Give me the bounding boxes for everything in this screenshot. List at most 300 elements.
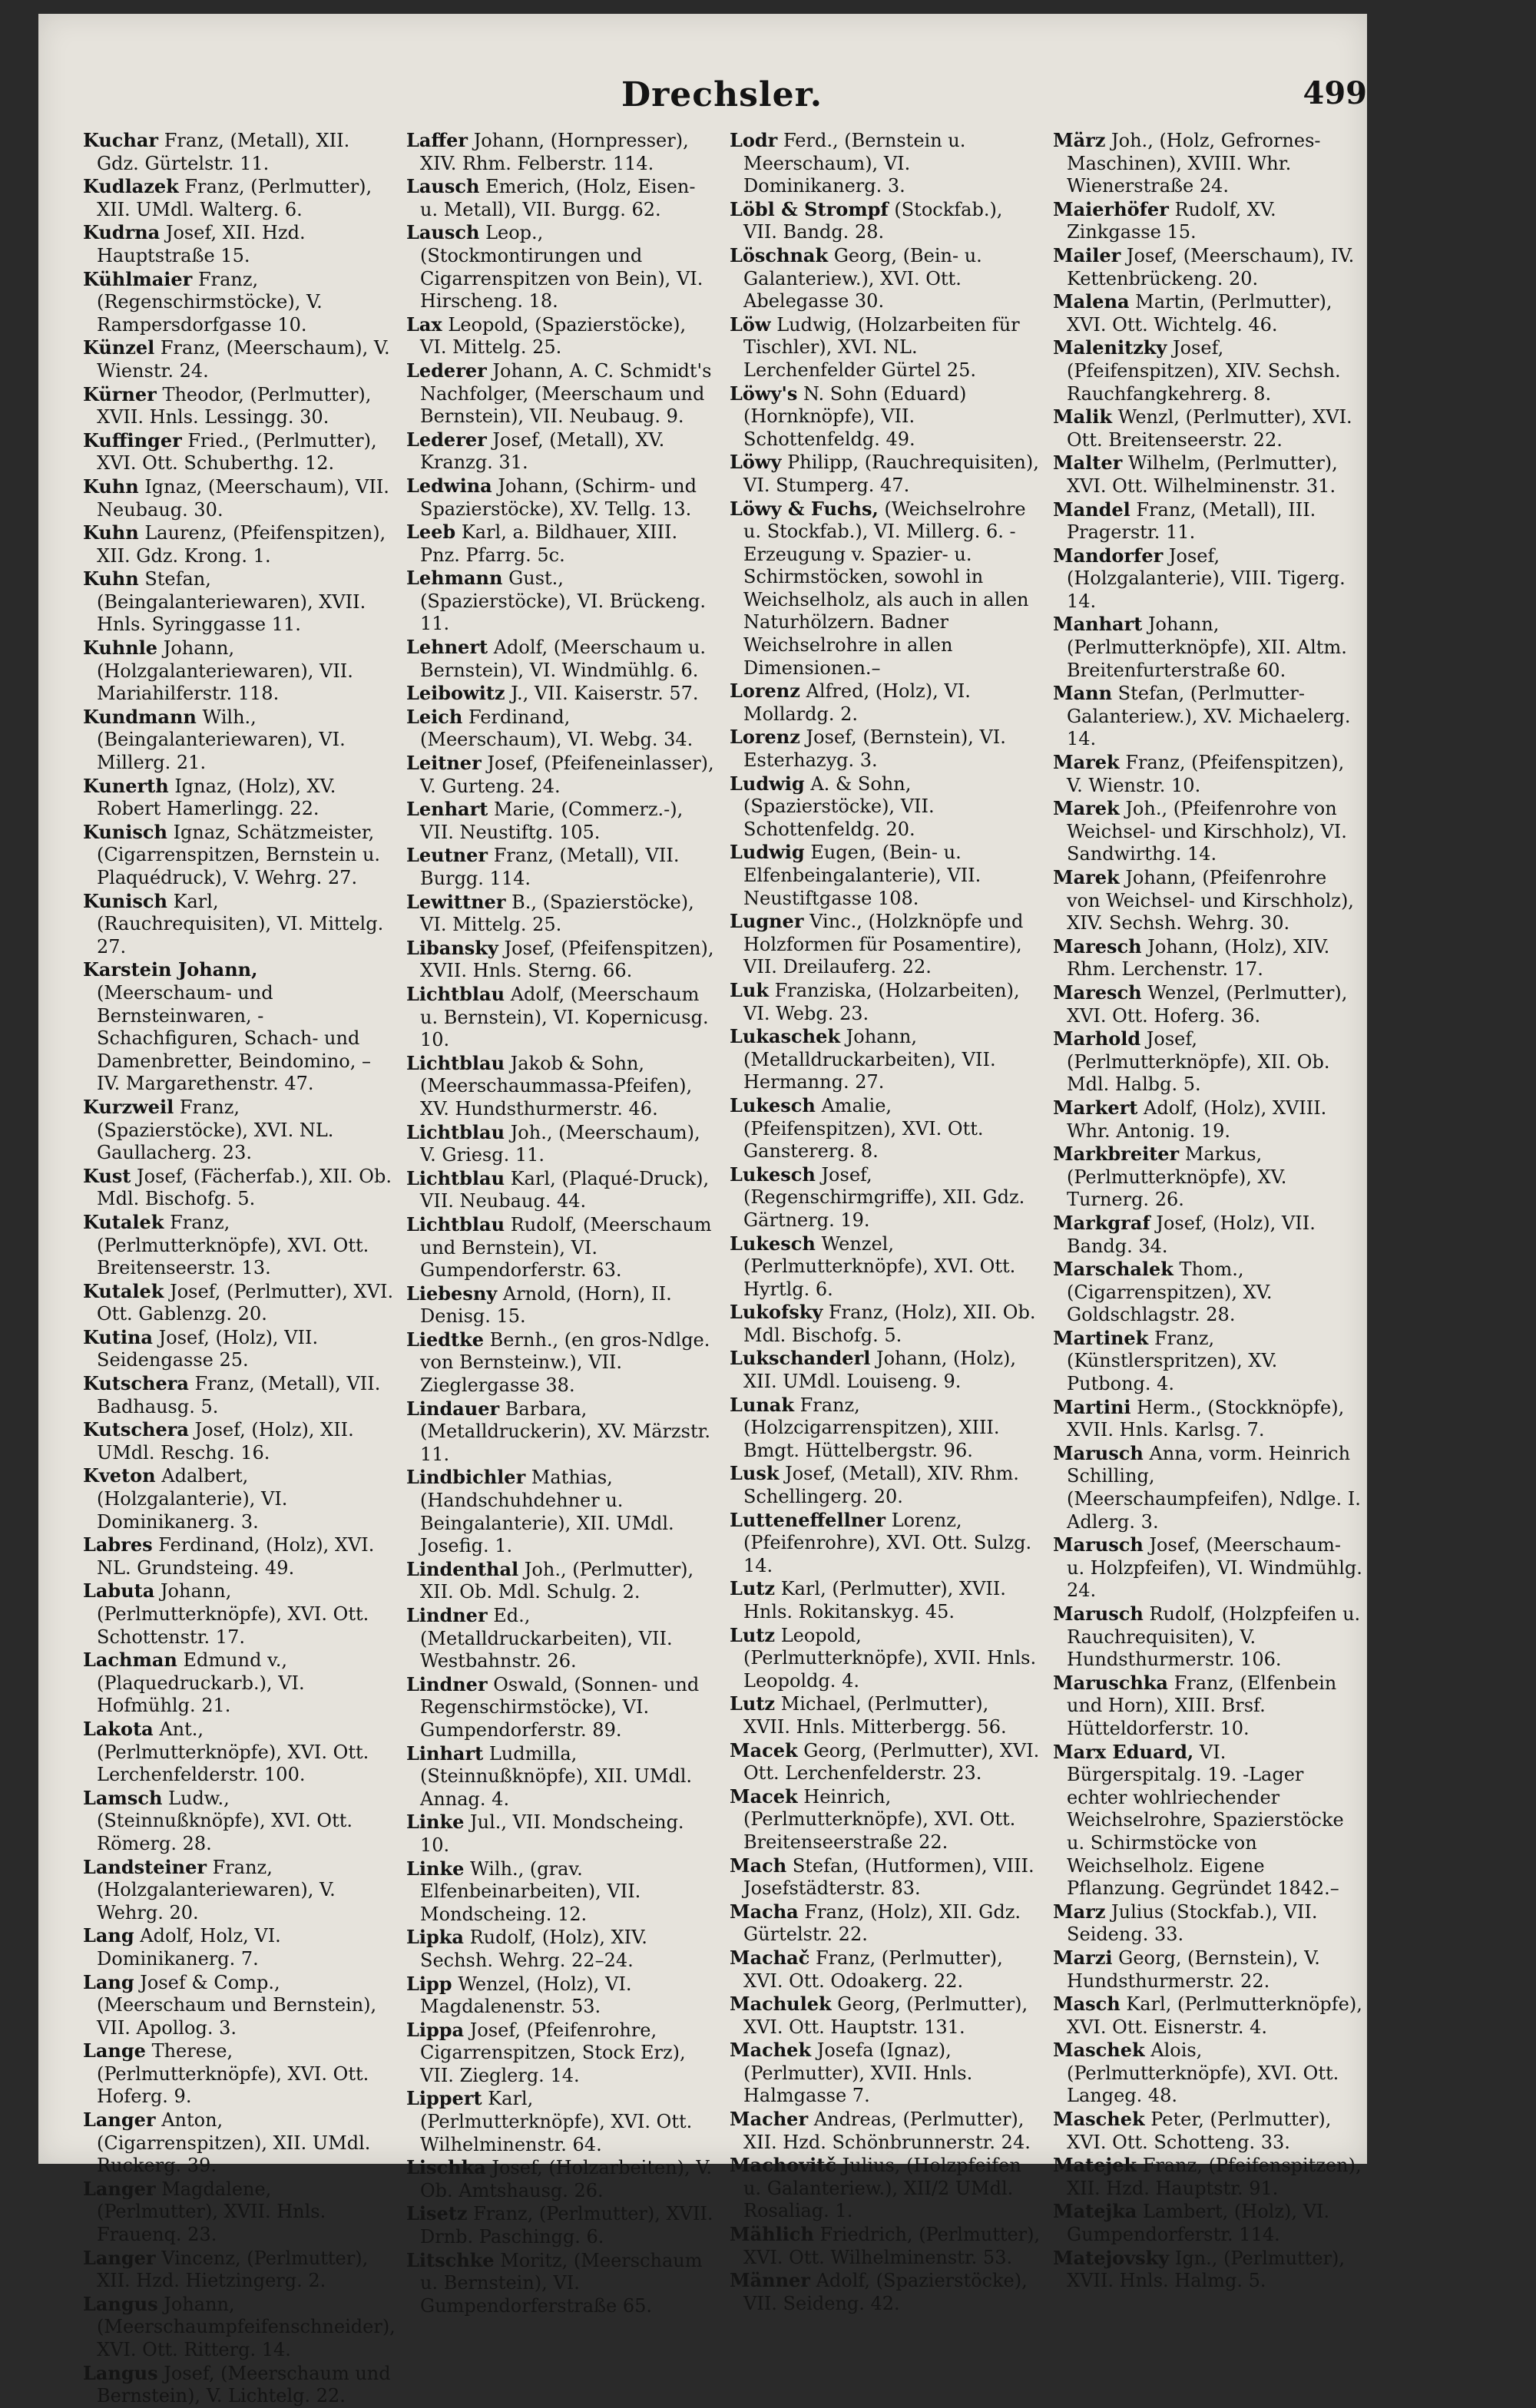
entry-surname: Marx Eduard, — [1053, 1740, 1194, 1763]
entry-surname: Ludwig — [730, 841, 805, 864]
directory-column-4 — [1047, 129, 1370, 2292]
entry-surname: März — [1053, 129, 1106, 151]
directory-entry — [83, 1165, 394, 1211]
entry-details: Markus, (Perlmutterknöpfe), XV. Turnerg. 26. — [1067, 1143, 1287, 1211]
entry-surname: Machulek — [730, 1993, 832, 2016]
directory-entry — [83, 821, 394, 890]
entry-surname: Löbl & Strompf — [730, 197, 889, 220]
entry-surname: Lindbichler — [406, 1466, 526, 1489]
entry-surname: Lippert — [406, 2087, 482, 2110]
entry-surname: Lichtblau — [406, 1051, 505, 1074]
directory-entry — [83, 268, 394, 337]
directory-entry — [1053, 1993, 1364, 2039]
entry-surname: Leeb — [406, 521, 456, 544]
entry-details: Lorenz, (Pfeifenrohre), XVI. Ott. Sulzg. 14. — [743, 1509, 1032, 1576]
entry-details: Josef, (Perlmutter), XVI. Ott. Gablenzg. 20. — [97, 1280, 394, 1325]
entry-details: Josef, (Holzarbeiten), V. Ob. Amtshausg. 26. — [420, 2157, 713, 2201]
entry-surname: Löschnak — [730, 243, 829, 266]
entry-surname: Kurzweil — [83, 1095, 174, 1118]
entry-surname: Lukesch — [730, 1232, 816, 1255]
entry-details: Georg, (Perlmutter), XVI. Ott. Hauptstr. 131. — [743, 1993, 1028, 2038]
entry-details: Stefan, (Perlmutter-Galanteriew.), XV. Michaelerg. 14. — [1067, 683, 1351, 750]
entry-details: Emerich, (Holz, Eisen- u. Metall), VII. Burgg. 62. — [420, 176, 696, 220]
directory-entry — [83, 2109, 394, 2178]
directory-entry — [730, 2269, 1041, 2315]
entry-details: Michael, (Perlmutter), XVII. Hnls. Mitterbergg. 56. — [743, 1693, 1007, 1738]
entry-details: Karl, (Perlmutterknöpfe), XVI. Ott. Eisnerstr. 4. — [1067, 1993, 1362, 2038]
entry-surname: Lunak — [730, 1393, 794, 1416]
directory-entry — [83, 129, 394, 175]
directory-entry — [406, 1121, 717, 1167]
entry-details: Joh., (Meerschaum), V. Griesg. 11. — [420, 1121, 700, 1166]
entry-surname: Marschalek — [1053, 1258, 1174, 1281]
entry-details: Ed., (Metalldruckarbeiten), VII. Westbahnstr. 26. — [420, 1605, 673, 1672]
directory-entry — [730, 772, 1041, 842]
entry-surname: Marusch — [1053, 1603, 1144, 1625]
entry-surname: Linke — [406, 1811, 465, 1834]
directory-entry — [406, 682, 717, 706]
entry-surname: Liedtke — [406, 1328, 485, 1351]
entry-details: Josef, (Perlmutterknöpfe), XII. Ob. Mdl. Halbg. 5. — [1067, 1028, 1330, 1096]
entry-details: Johann, (Schirm- und Spazierstöcke), XV. Tellg. 13. — [420, 475, 697, 520]
entry-surname: Lange — [83, 2039, 146, 2062]
entry-details: Josef, (Metall), XV. Kranzg. 31. — [420, 428, 665, 474]
entry-surname: Kundmann — [83, 705, 197, 728]
directory-entry — [83, 521, 394, 567]
directory-entry — [730, 1232, 1041, 1302]
entry-details: Franz, (Elfenbein und Horn), XIII. Brsf. Hütteldorferstr. 10. — [1067, 1672, 1337, 1739]
directory-entry — [83, 1464, 394, 1533]
entry-details: Wenzl, (Perlmutter), XVI. Ott. Breitenseerstr. 22. — [1067, 406, 1352, 451]
entry-surname: Kutina — [83, 1325, 153, 1348]
entry-surname: Macek — [730, 1738, 798, 1761]
directory-entry — [406, 937, 717, 983]
entry-details: Martin, (Perlmutter), XVI. Ott. Wichtelg. 46. — [1067, 291, 1332, 336]
entry-details: Adolf, Holz, VI. Dominikanerg. 7. — [97, 1925, 281, 1970]
entry-surname: Kutalek — [83, 1210, 164, 1233]
entry-details: Laurenz, (Pfeifenspitzen), XII. Gdz. Krong. 1. — [97, 522, 386, 567]
directory-entry — [83, 890, 394, 959]
directory-entry — [730, 2039, 1041, 2108]
directory-column-2 — [400, 129, 723, 2317]
entry-details: Karl, a. Bildhauer, XIII. Pnz. Pfarrg. 5c. — [420, 521, 678, 566]
entry-details: Karl, (Rauchrequisiten), VI. Mittelg. 27. — [97, 890, 384, 958]
entry-details: Wenzel, (Perlmutterknöpfe), XVI. Ott. Hyrtlg. 6. — [743, 1232, 1016, 1300]
entry-details: Johann, (Perlmutterknöpfe), XII. Altm. Breitenfurterstraße 60. — [1067, 614, 1347, 681]
entry-details: Franz, (Künstlerspritzen), XV. Putbong. 4. — [1067, 1327, 1278, 1395]
entry-surname: Ledwina — [406, 474, 492, 497]
entry-details: Lambert, (Holz), VI. Gumpendorferstr. 114. — [1067, 2201, 1330, 2246]
directory-entry — [1053, 1672, 1364, 1741]
entry-details: Johann, (Hornpresser), XIV. Rhm. Felberstr. 114. — [420, 130, 689, 174]
directory-entry — [83, 175, 394, 221]
entry-surname: Macha — [730, 1900, 799, 1923]
directory-entry — [730, 1947, 1041, 1993]
directory-entry — [406, 798, 717, 844]
entry-details: Ferd., (Bernstein u. Meerschaum), VI. Dominikanerg. 3. — [743, 130, 966, 197]
directory-entry — [406, 1673, 717, 1742]
entry-details: Franz, (Metall), XII. Gdz. Gürtelstr. 11. — [97, 130, 350, 174]
entry-details: Johann, A. C. Schmidt's Nachfolger, (Meerschaum und Bernstein), VII. Neubaug. 9. — [420, 359, 712, 428]
entry-surname: Langer — [83, 2109, 156, 2132]
entry-surname: Marusch — [1053, 1533, 1144, 1556]
entry-details: Julius (Stockfab.), VII. Seideng. 33. — [1067, 1900, 1318, 1946]
entry-details: Georg, (Perlmutter), XVI. Ott. Lerchenfelderstr. 23. — [743, 1739, 1040, 1784]
directory-entry — [730, 1993, 1041, 2039]
directory-entry — [406, 2019, 717, 2088]
entry-surname: Lehmann — [406, 567, 503, 590]
entry-surname: Langus — [83, 2361, 158, 2384]
entry-details: (Weichselrohre u. Stockfab.), VI. Millerg. 6. -Erzeugung v. Spazier- u. Schirmstöcken, sowohl in Weichselholz, als auch in allen Naturhölzern. Badner Weichselrohre in allen Dimensionen.– — [743, 498, 1029, 679]
entry-surname: Lipka — [406, 1926, 464, 1949]
directory-entry — [406, 1926, 717, 1972]
entry-surname: Kuchar — [83, 129, 159, 151]
entry-surname: Langer — [83, 2177, 156, 2200]
directory-entry — [1053, 2039, 1364, 2108]
page-title: Drechsler. — [621, 75, 823, 114]
directory-entry — [730, 1692, 1041, 1738]
entry-surname: Kunerth — [83, 774, 169, 797]
directory-entry — [730, 451, 1041, 497]
entry-details: Andreas, (Perlmutter), XII. Hzd. Schönbrunnerstr. 24. — [743, 2109, 1031, 2153]
entry-details: Jul., VII. Mondscheing. 10. — [420, 1811, 684, 1856]
entry-details: Franz, (Holz), XII. Ob. Mdl. Bischofg. 5. — [743, 1302, 1036, 1346]
entry-surname: Leich — [406, 705, 463, 728]
entry-details: Herm., (Stockknöpfe), XVII. Hnls. Karlsg. 7. — [1067, 1396, 1345, 1441]
entry-details: Johann, (Perlmutterknöpfe), XVI. Ott. Schottenstr. 17. — [97, 1580, 369, 1648]
entry-details: Heinrich, (Perlmutterknöpfe), XVI. Ott. Breitenseerstraße 22. — [743, 1785, 1016, 1853]
entry-surname: Lusk — [730, 1462, 780, 1485]
entry-surname: Lorenz — [730, 726, 800, 749]
entry-details: Adalbert, (Holzgalanterie), VI. Dominikanerg. 3. — [97, 1465, 288, 1533]
entry-surname: Markert — [1053, 1096, 1138, 1119]
directory-entry — [1053, 1258, 1364, 1327]
directory-entry — [406, 1052, 717, 1121]
directory-entry — [730, 910, 1041, 979]
directory-entry — [83, 567, 394, 637]
directory-entry — [1053, 1212, 1364, 1258]
entry-details: Josefa (Ignaz), (Perlmutter), XVII. Hnls. Halmgasse 7. — [743, 2039, 973, 2107]
entry-surname: Maschek — [1053, 2039, 1145, 2062]
directory-entry — [83, 1718, 394, 1787]
entry-details: Joh., (Pfeifenrohre von Weichsel- und Kirschholz), VI. Sandwirthg. 14. — [1067, 798, 1347, 865]
directory-entry — [730, 129, 1041, 198]
entry-surname: Lewittner — [406, 890, 506, 913]
directory-entry — [1053, 1396, 1364, 1442]
entry-details: N. Sohn (Eduard) (Hornknöpfe), VII. Schottenfeldg. 49. — [743, 382, 967, 450]
directory-entry — [83, 1649, 394, 1718]
directory-entry — [83, 1326, 394, 1372]
entry-surname: Malena — [1053, 290, 1130, 313]
directory-entry — [1053, 336, 1364, 405]
entry-details: Ignaz, (Holz), XV. Robert Hamerlingg. 22. — [97, 775, 336, 820]
entry-surname: Mach — [730, 1854, 787, 1877]
entry-surname: Maresch — [1053, 934, 1142, 958]
entry-details: Johann, (Holz), XIV. Rhm. Lerchenstr. 17. — [1067, 935, 1330, 981]
directory-entry — [406, 521, 717, 567]
entry-details: Adolf, (Holz), XVIII. Whr. Antonig. 19. — [1067, 1096, 1327, 1142]
entry-surname: Malter — [1053, 452, 1123, 475]
entry-surname: Männer — [730, 2269, 810, 2292]
entry-details: Joh., (Holz, Gefrornes-Maschinen), XVIII. Whr. Wienerstraße 24. — [1067, 130, 1321, 197]
directory-entry — [83, 2178, 394, 2247]
entry-surname: Marusch — [1053, 1441, 1144, 1464]
entry-details: Josef, (Pfeifenspitzen), XIV. Sechsh. Rauchfangkehrerg. 8. — [1067, 337, 1341, 405]
entry-surname: Marek — [1053, 866, 1120, 888]
entry-details: Josef, (Regenschirmgriffe), XII. Gdz. Gärtnerg. 19. — [743, 1163, 1025, 1231]
directory-entry — [1053, 2154, 1364, 2200]
entry-surname: Marek — [1053, 751, 1120, 774]
entry-details: Franz, (Perlmutter), XVI. Ott. Odoakerg. 22. — [743, 1947, 1003, 1992]
entry-surname: Lang — [83, 1970, 134, 1993]
directory-entry — [730, 1509, 1041, 1578]
entry-details: (Stockfab.), VII. Bandg. 28. — [743, 198, 1003, 243]
directory-entry — [83, 1372, 394, 1418]
entry-details: Ign., (Perlmutter), XVII. Hnls. Halmg. 5. — [1067, 2247, 1345, 2292]
entry-surname: Lamsch — [83, 1786, 163, 1809]
entry-surname: Markgraf — [1053, 1211, 1150, 1234]
directory-entry — [730, 1025, 1041, 1094]
entry-surname: Linhart — [406, 1742, 484, 1765]
directory-entry — [730, 841, 1041, 910]
directory-entry — [83, 1924, 394, 1970]
page-number: 499 — [1303, 75, 1367, 111]
entry-surname: Lakota — [83, 1717, 154, 1740]
directory-entry — [406, 1973, 717, 2019]
entry-details: Josef, (Bernstein), VI. Esterhazyg. 3. — [743, 726, 1006, 772]
entry-details: Josef, XII. Hzd. Hauptstraße 15. — [97, 222, 306, 266]
entry-surname: Marzi — [1053, 1946, 1113, 1969]
directory-entry — [83, 1280, 394, 1326]
entry-details: Ferdinand, (Holz), XVI. NL. Grundsteing. 49. — [97, 1534, 375, 1579]
directory-entry — [406, 129, 717, 175]
entry-surname: Masch — [1053, 1993, 1121, 2016]
entry-surname: Marek — [1053, 797, 1120, 820]
directory-entry — [406, 752, 717, 798]
directory-columns — [77, 129, 1370, 2407]
directory-entry — [1053, 1741, 1364, 1900]
directory-entry — [730, 2154, 1041, 2223]
directory-entry — [1053, 797, 1364, 866]
entry-surname: Maresch — [1053, 981, 1142, 1004]
entry-details: Johann, (Holz), XII. UMdl. Louiseng. 9. — [743, 1348, 1017, 1393]
entry-surname: Lederer — [406, 428, 487, 451]
directory-entry — [83, 475, 394, 521]
directory-entry — [1053, 1900, 1364, 1947]
entry-details: Franziska, (Holzarbeiten), VI. Webg. 23. — [743, 979, 1020, 1024]
entry-surname: Maierhöfer — [1053, 197, 1169, 220]
directory-entry — [730, 1900, 1041, 1947]
directory-entry — [406, 1213, 717, 1282]
entry-details: Ant., (Perlmutterknöpfe), XVI. Ott. Lerchenfelderstr. 100. — [97, 1718, 369, 1786]
entry-details: Franz, (Metall), III. Pragerstr. 11. — [1067, 498, 1316, 544]
entry-surname: Lorenz — [730, 680, 800, 703]
directory-entry — [1053, 2247, 1364, 2293]
directory-entry — [83, 775, 394, 821]
entry-surname: Lichtblau — [406, 982, 505, 1005]
entry-surname: Lippa — [406, 2018, 465, 2041]
directory-entry — [83, 429, 394, 475]
directory-entry — [1053, 866, 1364, 935]
entry-details: Mathias, (Handschuhdehner u. Beingalanterie), XII. UMdl. Josefig. 1. — [420, 1467, 674, 1557]
directory-entry — [1053, 1603, 1364, 1672]
entry-details: Franz, (Holz), XII. Gdz. Gürtelstr. 22. — [743, 1900, 1021, 1946]
directory-entry — [83, 336, 394, 382]
entry-surname: Martini — [1053, 1395, 1131, 1418]
entry-surname: Mählich — [730, 2223, 814, 2246]
directory-entry — [1053, 452, 1364, 498]
directory-entry — [406, 1328, 717, 1398]
entry-details: Josef, (Holz), XII. UMdl. Reschg. 16. — [97, 1419, 354, 1464]
directory-entry — [83, 1787, 394, 1856]
entry-details: Joh., (Perlmutter), XII. Ob. Mdl. Schulg. 2. — [420, 1558, 694, 1603]
entry-surname: Lausch — [406, 221, 480, 244]
entry-details: Arnold, (Horn), II. Denisg. 15. — [420, 1282, 672, 1328]
entry-surname: Lindner — [406, 1672, 488, 1695]
page-header — [77, 75, 1367, 121]
entry-surname: Lukaschek — [730, 1025, 840, 1048]
entry-details: Marie, (Commerz.-), VII. Neustiftg. 105. — [420, 799, 684, 843]
directory-entry — [1053, 1143, 1364, 1212]
entry-details: Franz, (Pfeifenspitzen), V. Wienstr. 10. — [1067, 752, 1345, 796]
entry-surname: Lukschanderl — [730, 1347, 871, 1370]
entry-surname: Löwy — [730, 451, 782, 474]
directory-entry — [83, 1096, 394, 1165]
entry-surname: Kuffinger — [83, 428, 182, 452]
directory-entry — [1053, 682, 1364, 751]
entry-details: Adolf, (Meerschaum u. Bernstein), VI. Kopernicusg. 10. — [420, 983, 709, 1051]
entry-surname: Lederer — [406, 359, 487, 382]
entry-surname: Landsteiner — [83, 1855, 207, 1878]
entry-details: Franz, (Perlmutter), XVII. Drnb. Paschingg. 6. — [420, 2203, 713, 2248]
directory-entry — [730, 1854, 1041, 1900]
directory-page — [38, 14, 1367, 2407]
directory-entry — [406, 1604, 717, 1673]
entry-details: Peter, (Perlmutter), XVI. Ott. Schotteng. 33. — [1067, 2109, 1332, 2153]
directory-entry — [730, 1301, 1041, 1347]
directory-entry — [83, 1533, 394, 1579]
entry-details: Franz, (Pfeifenspitzen), XII. Hzd. Hauptstr. 91. — [1067, 2155, 1362, 2199]
directory-entry — [730, 1347, 1041, 1393]
entry-details: Philipp, (Rauchrequisiten), VI. Stumperg. 47. — [743, 452, 1039, 496]
directory-entry — [406, 1558, 717, 1604]
entry-surname: Lutteneffellner — [730, 1508, 886, 1531]
directory-entry — [83, 1579, 394, 1649]
entry-details: Franz, (Holzcigarrenspitzen), XIII. Bmgt. Hüttelbergstr. 96. — [743, 1394, 1000, 1461]
entry-surname: Kust — [83, 1164, 131, 1187]
entry-details: Alois, (Perlmutterknöpfe), XVI. Ott. Langeg. 48. — [1067, 2039, 1339, 2107]
directory-entry — [1053, 290, 1364, 336]
directory-entry — [1053, 244, 1364, 290]
entry-details: Josef, (Pfeifeneinlasser), V. Gurteng. 24. — [420, 752, 714, 797]
directory-entry — [83, 2362, 394, 2408]
entry-details: Franz, (Perlmutter), XII. UMdl. Walterg. 6. — [97, 176, 372, 220]
directory-entry — [730, 1785, 1041, 1854]
entry-details: Wenzel, (Holz), VI. Magdalenenstr. 53. — [420, 1973, 632, 2018]
entry-surname: Lischka — [406, 2156, 486, 2179]
entry-details: B., (Spazierstöcke), VI. Mittelg. 25. — [420, 891, 694, 936]
entry-details: Wilh., (Beingalanteriewaren), VI. Millerg. 21. — [97, 706, 346, 774]
entry-surname: Mandel — [1053, 498, 1130, 521]
entry-surname: Leibowitz — [406, 682, 505, 705]
entry-surname: Lodr — [730, 129, 778, 151]
entry-surname: Malenitzky — [1053, 336, 1167, 359]
entry-surname: Mann — [1053, 682, 1113, 705]
directory-entry — [1053, 498, 1364, 544]
directory-entry — [1053, 981, 1364, 1027]
directory-entry — [406, 2156, 717, 2202]
entry-details: Karl, (Perlmutterknöpfe), XVI. Ott. Wilhelminenstr. 64. — [420, 2088, 693, 2155]
directory-column-3 — [723, 129, 1047, 2314]
directory-entry — [406, 636, 717, 682]
directory-entry — [83, 637, 394, 706]
entry-details: Ignaz, Schätzmeister, (Cigarrenspitzen, Bernstein u. Plaquédruck), V. Wehrg. 27. — [97, 821, 381, 888]
entry-details: Fried., (Perlmutter), XVI. Ott. Schuberthg. 12. — [97, 429, 377, 475]
entry-surname: Litschke — [406, 2248, 495, 2271]
entry-details: Theodor, (Perlmutter), XVII. Hnls. Lessingg. 30. — [97, 383, 372, 428]
entry-surname: Matejovsky — [1053, 2246, 1170, 2269]
entry-details: Bernh., (en gros-Ndlge. von Bernsteinw.), VII. Zieglergasse 38. — [420, 1328, 710, 1397]
directory-entry — [730, 313, 1041, 382]
directory-entry — [83, 1418, 394, 1464]
entry-details: Julius, (Holzpfeifen u. Galanteriew.), XII/2 UMdl. Rosaliag. 1. — [743, 2155, 1021, 2222]
directory-entry — [730, 2108, 1041, 2154]
directory-entry — [730, 1094, 1041, 1163]
entry-details: Georg, (Bernstein), V. Hundsthurmerstr. 22. — [1067, 1947, 1320, 1992]
entry-surname: Matejka — [1053, 2200, 1137, 2223]
entry-details: (Meerschaum- und Bernsteinwaren, -Schachfiguren, Schach- und Damenbretter, Beindomino, – IV. Margarethenstr. 47. — [97, 981, 371, 1095]
entry-details: Magdalene, (Perlmutter), XVII. Hnls. Frauenq. 23. — [97, 2178, 326, 2246]
entry-surname: Löwy's — [730, 382, 798, 405]
entry-details: Rudolf, XV. Zinkgasse 15. — [1067, 198, 1276, 243]
entry-details: Oswald, (Sonnen- und Regenschirmstöcke), VI. Gumpendorferstr. 89. — [420, 1673, 700, 1741]
directory-entry — [730, 1462, 1041, 1508]
entry-surname: Linke — [406, 1857, 465, 1880]
entry-details: Johann, (Pfeifenrohre von Weichsel- und Kirschholz), XIV. Sechsh. Wehrg. 30. — [1067, 867, 1354, 934]
entry-surname: Lax — [406, 313, 442, 336]
directory-entry — [730, 1624, 1041, 1693]
directory-entry — [83, 706, 394, 775]
directory-entry — [406, 175, 717, 221]
directory-entry — [406, 475, 717, 521]
directory-entry — [83, 1971, 394, 2040]
entry-surname: Lutz — [730, 1692, 776, 1715]
entry-surname: Langus — [83, 2292, 158, 2315]
entry-surname: Ludwig — [730, 772, 805, 795]
entry-surname: Karstein Johann, — [83, 958, 258, 981]
entry-surname: Lachman — [83, 1649, 177, 1672]
entry-details: Vinc., (Holzknöpfe und Holzformen für Posamentire), VII. Dreilauferg. 22. — [743, 911, 1024, 978]
directory-entry — [730, 1739, 1041, 1785]
entry-surname: Libansky — [406, 936, 498, 959]
directory-entry — [730, 244, 1041, 313]
entry-surname: Liebesny — [406, 1282, 498, 1305]
directory-entry — [406, 2249, 717, 2318]
entry-details: Josef, (Holzgalanterie), VIII. Tigerg. 14. — [1067, 544, 1346, 612]
entry-surname: Marz — [1053, 1900, 1106, 1923]
directory-entry — [406, 221, 717, 313]
entry-details: Franz, (Regenschirmstöcke), V. Rampersdorfgasse 10. — [97, 268, 323, 336]
entry-details: Anna, vorm. Heinrich Schilling, (Meerschaumpfeifen), Ndlge. I. Adlerg. 3. — [1067, 1442, 1361, 1533]
directory-entry — [730, 382, 1041, 452]
directory-entry — [1053, 129, 1364, 198]
entry-surname: Macher — [730, 2108, 809, 2131]
entry-surname: Mandorfer — [1053, 544, 1164, 567]
entry-details: Rudolf, (Holz), XIV. Sechsh. Wehrg. 22–24. — [420, 1927, 647, 1971]
entry-surname: Matejek — [1053, 2154, 1137, 2177]
entry-surname: Kunisch — [83, 820, 167, 843]
directory-entry — [406, 891, 717, 937]
